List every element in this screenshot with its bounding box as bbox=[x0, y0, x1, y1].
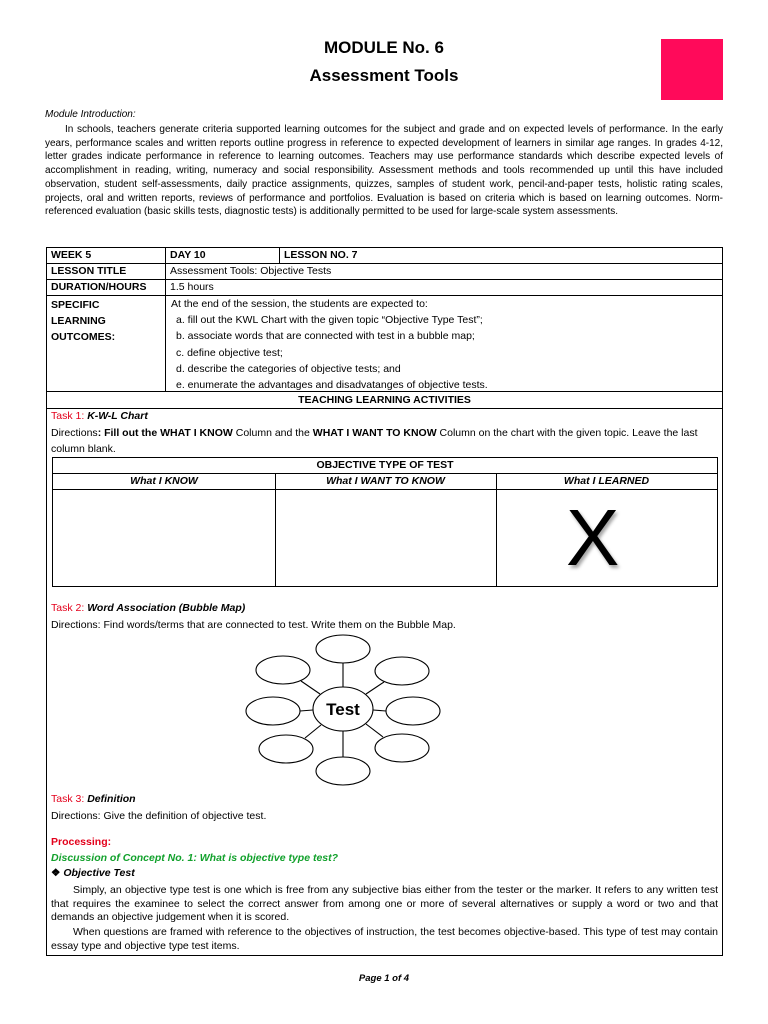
outcomes-label-line: OUTCOMES: bbox=[51, 331, 116, 344]
outcome-item: d. describe the categories of objective tests; and bbox=[176, 362, 401, 375]
intro-label: Module Introduction: bbox=[45, 109, 136, 120]
outcomes-intro: At the end of the session, the students are expected to: bbox=[171, 298, 428, 310]
bubble bbox=[259, 735, 313, 763]
lesson-title-label: LESSON TITLE bbox=[51, 265, 127, 277]
discussion-heading: Discussion of Concept No. 1: What is objective type test? bbox=[51, 852, 339, 864]
bubble bbox=[256, 656, 310, 684]
connector bbox=[366, 682, 384, 694]
page-title: Assessment Tools bbox=[309, 66, 459, 85]
task2-prefix: Task 2: bbox=[51, 602, 88, 614]
directions-word: Directions bbox=[51, 427, 98, 439]
kwl-col-know: What I KNOW bbox=[53, 474, 275, 490]
bubble bbox=[375, 734, 429, 762]
connector bbox=[305, 725, 321, 738]
kwl-chart-title: OBJECTIVE TYPE OF TEST bbox=[53, 458, 717, 474]
week-cell: WEEK 5 bbox=[51, 249, 92, 261]
task3-heading bbox=[51, 793, 136, 805]
paragraph: When questions are framed with reference to the objectives of instruction, the test becomes objective-based. This type of test may contain essay type and objective type test items. bbox=[51, 926, 718, 952]
outcomes-list bbox=[170, 296, 488, 393]
directions-text: Column on the chart with the given topic. Leave the last column blank. bbox=[51, 427, 698, 455]
row-divider bbox=[46, 279, 723, 280]
bubble-center-label: Test bbox=[326, 700, 360, 719]
outcomes-label-line: SPECIFIC bbox=[51, 299, 100, 311]
task3-prefix: Task 3: bbox=[51, 793, 88, 805]
bubble bbox=[246, 697, 300, 725]
task1-name: K-W-L Chart bbox=[87, 410, 148, 422]
day-cell: DAY 10 bbox=[170, 249, 206, 261]
outcome-item: e. enumerate the advantages and disadvatanges of objective tests. bbox=[176, 379, 488, 392]
accent-box bbox=[661, 39, 723, 100]
bullet-icon: ❖ bbox=[51, 867, 61, 879]
outcome-item: b. associate words that are connected with test in a bubble map; bbox=[176, 330, 475, 343]
bubble bbox=[386, 697, 440, 725]
outcome-item: c. define objective test; bbox=[176, 346, 283, 359]
task1-prefix: Task 1: bbox=[51, 410, 88, 422]
task1-heading bbox=[51, 410, 148, 422]
lesson-number-cell: LESSON NO. 7 bbox=[284, 249, 358, 261]
bubble bbox=[316, 757, 370, 785]
module-number: MODULE No. 6 bbox=[324, 38, 444, 57]
page-number: Page 1 of 4 bbox=[358, 973, 410, 984]
directions-text: Column and the bbox=[232, 427, 313, 439]
connector bbox=[301, 681, 320, 694]
intro-text: In schools, teachers generate criteria supported learning outcomes for the subject and grade and on expected levels of performance. In the early years, performance scales and written reports outline progress in reference to expected development of learners in similar age ranges. In grades 4-12, letter grades indicate performance in reference to learning outcomes. Teachers may use performance standards which describe expected levels of accomplishment in reading, writing, numeracy and social responsibility. Assessment methods and tools recommended up until this have included observation, student self-assessments, daily practice assignments, quizzes, samples of student work, pencil-and-paper tests, holistic rating scales, projects, oral and written reports, reviews of performance and portfolios. Evaluation is based on criteria which is based on learning outcomes. Norm-referenced evaluation (basic skills tests, diagnostic tests) is additionally permitted to be used for large-scale system assessments. bbox=[45, 124, 723, 218]
task2-heading bbox=[51, 602, 245, 614]
kwl-col-want: What I WANT TO KNOW bbox=[275, 474, 496, 490]
what-i-want-ref: WHAT I WANT TO KNOW bbox=[312, 427, 437, 439]
kwl-divider bbox=[496, 474, 497, 586]
task3-directions: Directions: Give the definition of objective test. bbox=[51, 810, 267, 822]
outcomes-label-line: LEARNING bbox=[51, 315, 106, 328]
directions-colon: : Fill out the bbox=[97, 427, 161, 439]
task2-name: Word Association (Bubble Map) bbox=[87, 602, 246, 614]
outcomes-label bbox=[46, 297, 115, 346]
activities-header: TEACHING LEARNING ACTIVITIES bbox=[298, 394, 471, 406]
what-i-know-ref: WHAT I KNOW bbox=[160, 427, 233, 439]
objective-test-title: Objective Test bbox=[63, 867, 135, 879]
bubble bbox=[316, 635, 370, 663]
lesson-title-value: Assessment Tools: Objective Tests bbox=[170, 265, 332, 277]
duration-label: DURATION/HOURS bbox=[51, 281, 147, 293]
task1-directions bbox=[51, 425, 719, 457]
processing-label: Processing: bbox=[51, 836, 112, 848]
duration-value: 1.5 hours bbox=[170, 281, 214, 293]
objective-test-heading bbox=[51, 867, 135, 879]
task3-name: Definition bbox=[87, 793, 136, 805]
kwl-col-learned: What I LEARNED bbox=[496, 474, 717, 490]
bubble-map-graphic bbox=[243, 632, 444, 790]
connector bbox=[366, 724, 383, 737]
outcome-item: a. fill out the KWL Chart with the given topic “Objective Type Test”; bbox=[176, 314, 483, 327]
task2-directions: Directions: Find words/terms that are connected to test. Write them on the Bubble Map. bbox=[51, 619, 456, 631]
connector bbox=[373, 710, 386, 711]
row-divider bbox=[46, 408, 723, 409]
connector bbox=[300, 710, 313, 711]
row-divider bbox=[46, 263, 723, 264]
paragraph: Simply, an objective type test is one which is free from any subjective bias either from the tester or the marker. It refers to any written test that requires the examinee to select the correct answer from among one or more of several alternatives or supply a word or two and that demands an objective judgement when it is scored. bbox=[51, 884, 718, 924]
kwl-divider bbox=[275, 474, 276, 586]
blank-column-mark: X bbox=[566, 493, 620, 582]
bubble bbox=[375, 657, 429, 685]
bubble-map bbox=[243, 632, 444, 790]
